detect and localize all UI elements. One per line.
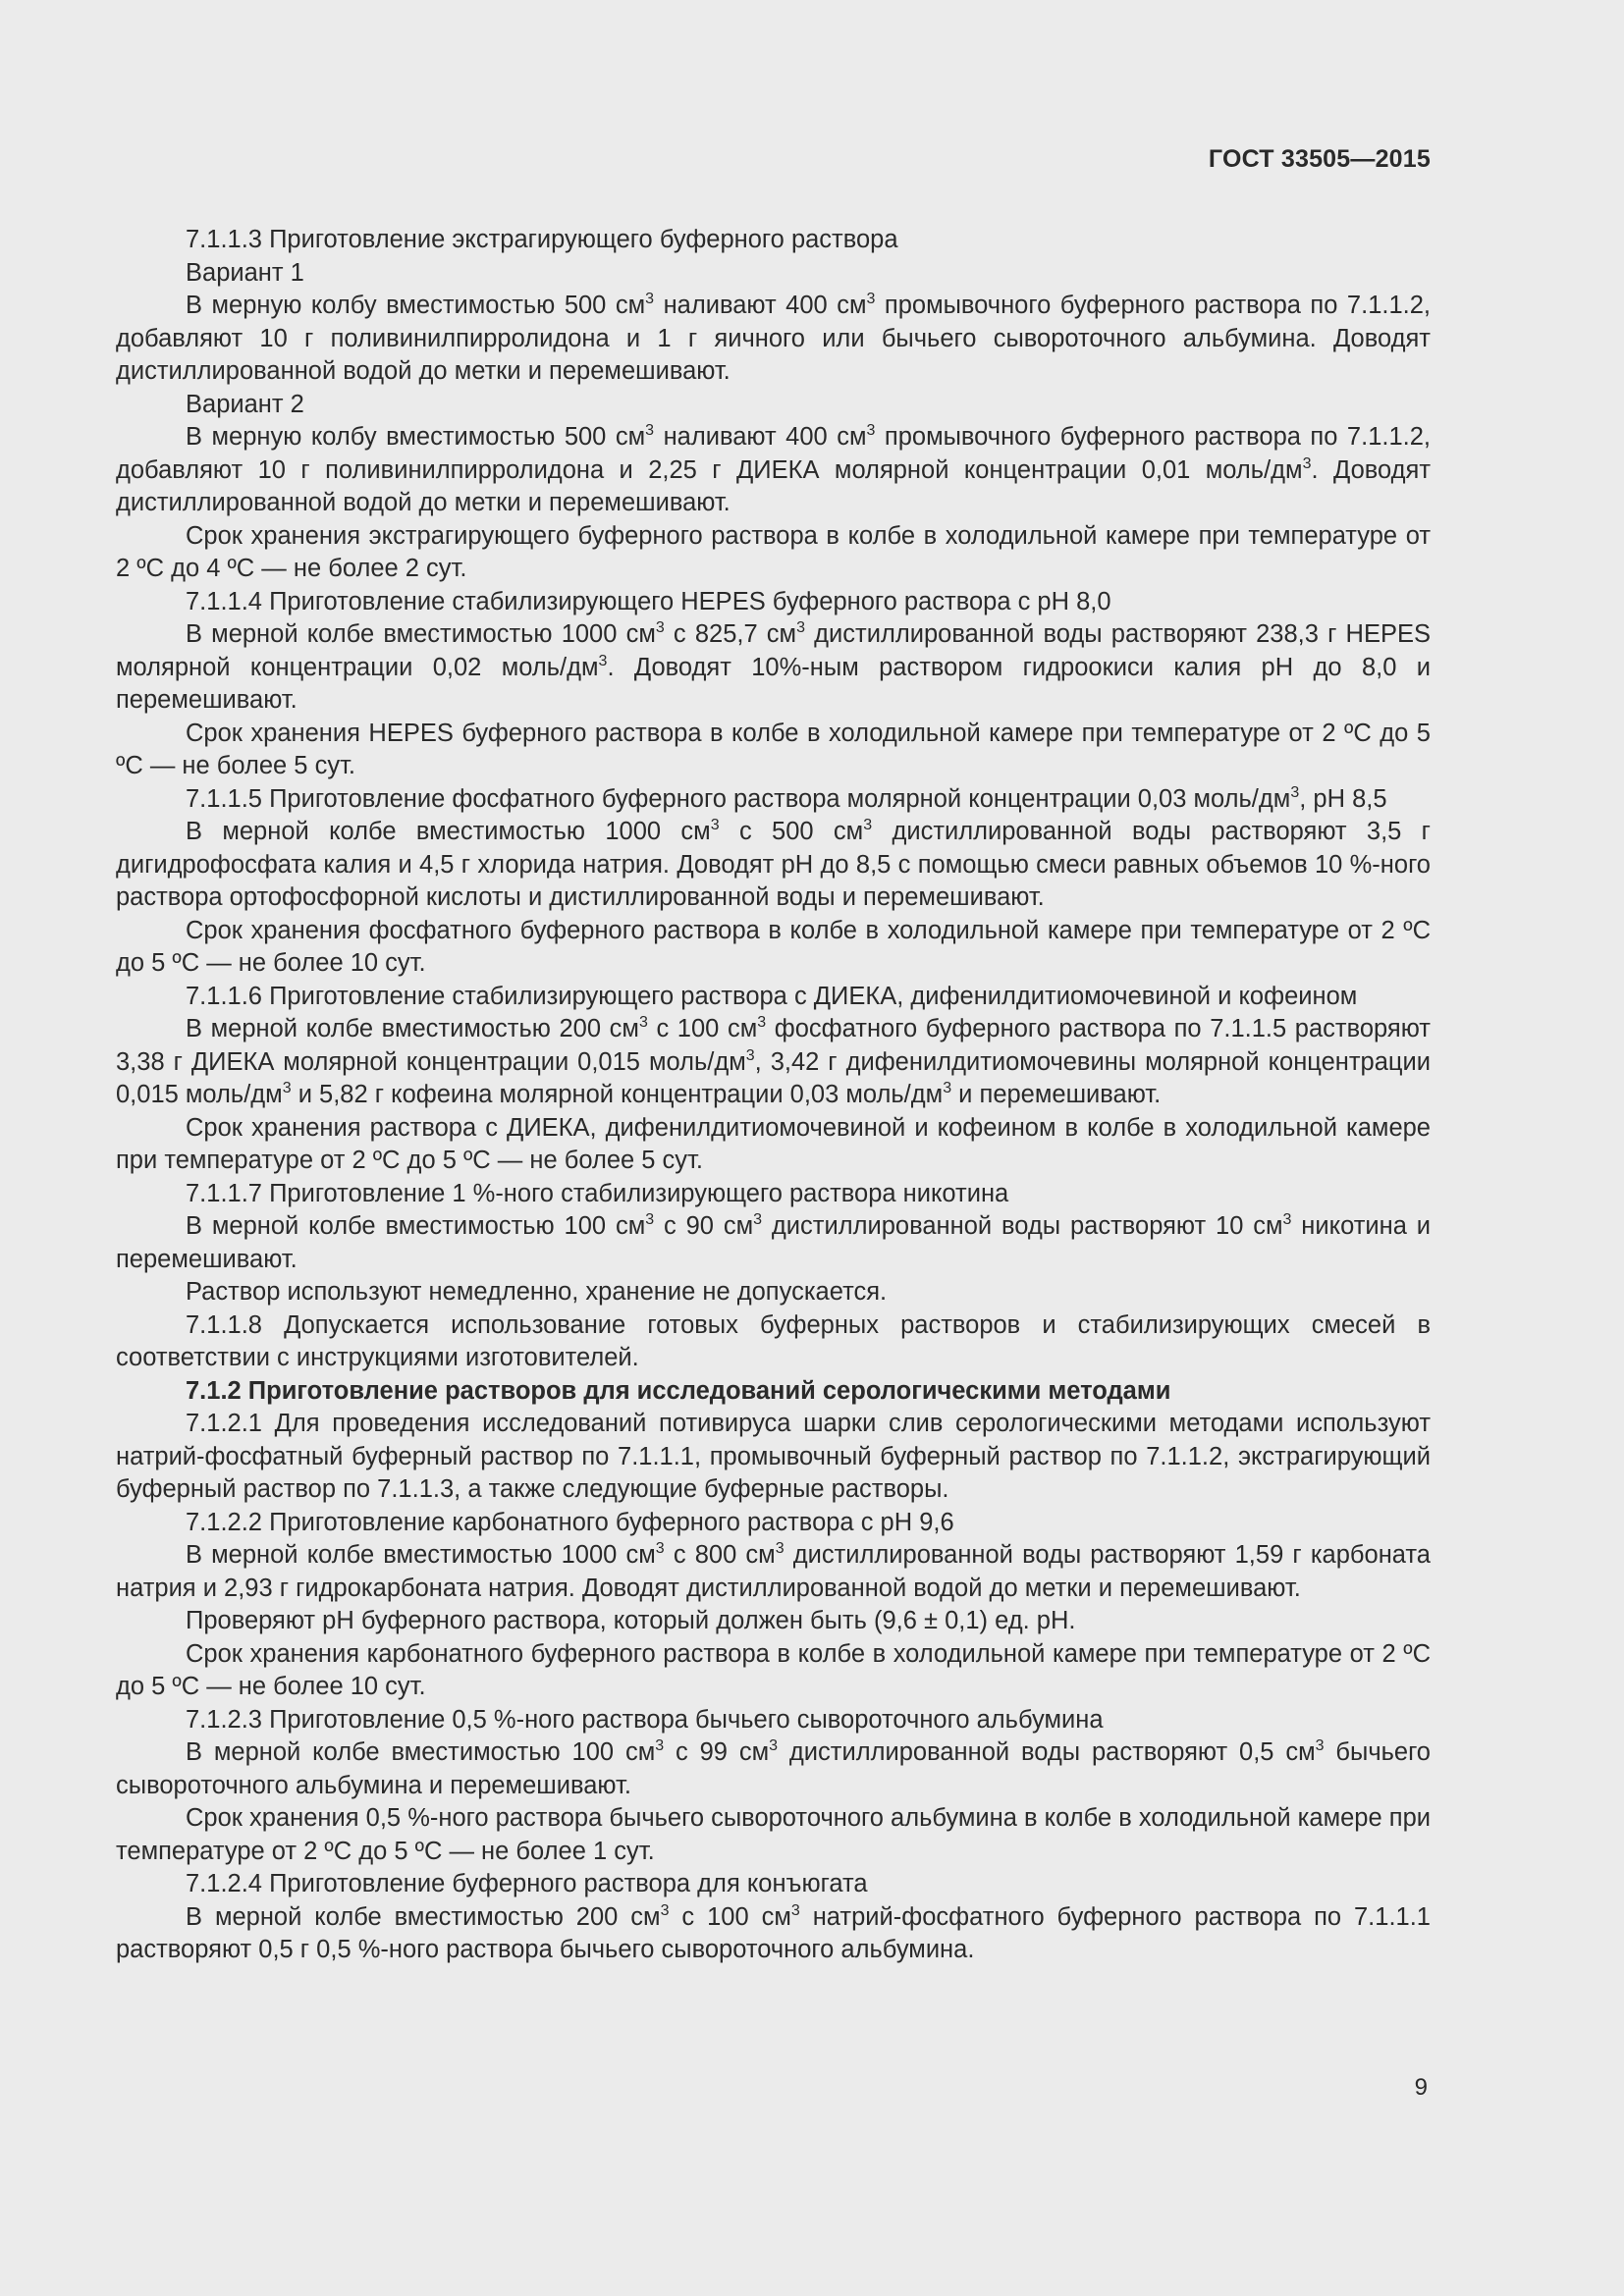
paragraph bbox=[116, 1375, 1431, 1409]
paragraph bbox=[116, 1210, 1431, 1276]
text-run: Проверяют рН буферного раствора, который должен быть (9,6 ± 0,1) ед. рН. bbox=[186, 1607, 1076, 1634]
superscript: 3 bbox=[757, 1014, 767, 1031]
text-run: с 90 см bbox=[654, 1212, 754, 1240]
superscript: 3 bbox=[645, 422, 655, 439]
text-run: Срок хранения 0,5 %-ного раствора бычьего сывороточного альбумина в колбе в холодильной камере при температуре от 2 ºС до 5 ºС — не более 1 сут. bbox=[116, 1804, 1431, 1865]
superscript: 3 bbox=[775, 1540, 785, 1557]
text-run: с 100 см bbox=[669, 1902, 791, 1931]
text-run: дистиллированной воды растворяют 10 см bbox=[762, 1212, 1283, 1240]
paragraph bbox=[116, 290, 1431, 389]
paragraph bbox=[116, 1408, 1431, 1507]
paragraph bbox=[116, 1013, 1431, 1112]
superscript: 3 bbox=[866, 422, 876, 439]
text-run: с 800 см bbox=[664, 1541, 776, 1569]
superscript: 3 bbox=[645, 291, 655, 307]
text-run: с 99 см bbox=[664, 1738, 770, 1766]
superscript: 3 bbox=[655, 619, 665, 636]
paragraph bbox=[116, 586, 1431, 619]
text-run: 7.1.1.6 Приготовление стабилизирующего раствора с ДИЕКА, дифенилдитиомочевиной и кофеином bbox=[186, 982, 1358, 1010]
paragraph bbox=[116, 224, 1431, 257]
paragraph bbox=[116, 1868, 1431, 1901]
paragraph bbox=[116, 257, 1431, 291]
paragraph bbox=[116, 981, 1431, 1014]
superscript: 3 bbox=[1302, 454, 1312, 472]
text-run: с 825,7 см bbox=[664, 620, 797, 648]
text-run: В мерной колбе вместимостью 200 см bbox=[186, 1015, 639, 1042]
paragraph bbox=[116, 783, 1431, 817]
paragraph bbox=[116, 915, 1431, 981]
text-run: бычьего сывороточного альбумина и перемешивают. bbox=[116, 1738, 1431, 1799]
text-run: Срок хранения раствора с ДИЕКА, дифенилдитиомочевиной и кофеином в колбе в холодильной камере при температуре от 2 ºС до 5 ºС — не более 5 сут. bbox=[116, 1113, 1431, 1174]
paragraph bbox=[116, 421, 1431, 520]
text-run: с 100 см bbox=[647, 1015, 758, 1042]
text-run: , рН 8,5 bbox=[1299, 784, 1387, 813]
text-run: 7.1.1.7 Приготовление 1 %-ного стабилизирующего раствора никотина bbox=[186, 1179, 1009, 1207]
superscript: 3 bbox=[790, 1901, 800, 1919]
superscript: 3 bbox=[282, 1080, 292, 1096]
paragraph bbox=[116, 1638, 1431, 1704]
text-run: Срок хранения карбонатного буферного раствора в колбе в холодильной камере при температуре от 2 ºС до 5 ºС — не более 10 сут. bbox=[116, 1639, 1431, 1700]
superscript: 3 bbox=[638, 1014, 648, 1031]
text-run: 7.1.1.5 Приготовление фосфатного буферного раствора молярной концентрации 0,03 моль/дм bbox=[186, 784, 1291, 813]
document-body bbox=[116, 224, 1431, 1967]
superscript: 3 bbox=[796, 619, 805, 636]
text-run: Срок хранения фосфатного буферного раствора в колбе в холодильной камере при температуре от 2 ºС до 5 ºС — не более 10 сут. bbox=[116, 916, 1431, 977]
superscript: 3 bbox=[598, 652, 608, 669]
paragraph bbox=[116, 1901, 1431, 1967]
paragraph bbox=[116, 1309, 1431, 1375]
text-run: дистиллированной воды растворяют 3,5 г дигидрофосфата калия и 4,5 г хлорида натрия. Доводят рН до 8,5 с помощью смеси равных объемов 10 %-ного раствора ортофосфорной кислоты и дистиллированной воды и перемешивают. bbox=[116, 818, 1431, 911]
text-run: Срок хранения HEPES буферного раствора в колбе в холодильной камере при температуре от 2 ºС до 5 ºС — не более 5 сут. bbox=[116, 719, 1431, 779]
page-number: 9 bbox=[1414, 2074, 1428, 2101]
text-run: дистиллированной воды растворяют 1,59 г карбоната натрия и 2,93 г гидрокарбоната натрия. Доводят дистиллированной водой до метки и перемешивают. bbox=[116, 1541, 1431, 1602]
superscript: 3 bbox=[943, 1080, 952, 1096]
text-run: натрий-фосфатного буферного раствора по 7.1.1.1 растворяют 0,5 г 0,5 %-ного раствора бычьего сывороточного альбумина. bbox=[116, 1902, 1431, 1963]
paragraph bbox=[116, 1112, 1431, 1178]
text-run: В мерной колбе вместимостью 1000 см bbox=[186, 620, 656, 648]
text-run: 7.1.1.4 Приготовление стабилизирующего HEPES буферного раствора с рН 8,0 bbox=[186, 587, 1111, 615]
text-run: Вариант 2 bbox=[186, 390, 304, 418]
text-run: промывочного буферного раствора по 7.1.1.2, добавляют 10 г поливинилпирролидона и 1 г яичного или бычьего сывороточного альбумина. Доводят дистиллированной водой до метки и перемешивают. bbox=[116, 292, 1431, 385]
text-run: и перемешивают. bbox=[951, 1081, 1162, 1108]
text-run: 7.1.2.3 Приготовление 0,5 %-ного раствора бычьего сывороточного альбумина bbox=[186, 1705, 1104, 1734]
paragraph bbox=[116, 1178, 1431, 1211]
text-run: наливают 400 см bbox=[654, 292, 867, 319]
text-run: наливают 400 см bbox=[654, 423, 867, 451]
superscript: 3 bbox=[645, 1211, 655, 1228]
paragraph bbox=[116, 1605, 1431, 1638]
superscript: 3 bbox=[863, 817, 873, 833]
text-run: . Доводят 10%-ным раствором гидроокиси калия рН до 8,0 и перемешивают. bbox=[116, 653, 1432, 714]
text-run: В мерной колбе вместимостью 200 см bbox=[186, 1902, 661, 1931]
superscript: 3 bbox=[655, 1540, 665, 1557]
text-run: В мерной колбе вместимостью 100 см bbox=[186, 1738, 656, 1766]
paragraph bbox=[116, 618, 1431, 718]
text-run: 7.1.2.4 Приготовление буферного раствора для конъюгата bbox=[186, 1870, 868, 1897]
superscript: 3 bbox=[1290, 783, 1300, 801]
text-run: 7.1.2.2 Приготовление карбонатного буферного раствора с рН 9,6 bbox=[186, 1508, 954, 1536]
text-run: В мерной колбе вместимостью 100 см bbox=[186, 1212, 646, 1240]
text-run: 7.1.1.8 Допускается использование готовых буферных растворов и стабилизирующих смесей в соответствии с инструкциями изготовителей. bbox=[116, 1310, 1431, 1371]
text-run: 7.1.1.3 Приготовление экстрагирующего буферного раствора bbox=[186, 226, 898, 253]
superscript: 3 bbox=[769, 1737, 779, 1754]
paragraph bbox=[116, 1276, 1431, 1309]
text-run: и 5,82 г кофеина молярной концентрации 0,03 моль/дм bbox=[291, 1081, 944, 1108]
superscript: 3 bbox=[660, 1901, 670, 1919]
text-run: 7.1.2 Приготовление растворов для исследований серологическими методами bbox=[186, 1376, 1171, 1405]
text-run: В мерную колбу вместимостью 500 см bbox=[186, 423, 646, 451]
superscript: 3 bbox=[745, 1046, 755, 1064]
paragraph bbox=[116, 520, 1431, 586]
text-run: В мерной колбе вместимостью 1000 см bbox=[186, 818, 711, 845]
text-run: В мерную колбу вместимостью 500 см bbox=[186, 292, 646, 319]
superscript: 3 bbox=[866, 291, 876, 307]
text-run: В мерной колбе вместимостью 1000 см bbox=[186, 1541, 656, 1569]
superscript: 3 bbox=[753, 1211, 763, 1228]
standard-header: ГОСТ 33505—2015 bbox=[1208, 145, 1431, 173]
superscript: 3 bbox=[710, 817, 720, 833]
superscript: 3 bbox=[655, 1737, 665, 1754]
text-run: Вариант 1 bbox=[186, 258, 304, 287]
paragraph bbox=[116, 1736, 1431, 1802]
text-run: фосфатного буферного раствора по 7.1.1.5 растворяют 3,38 г ДИЕКА молярной концентрации 0,015 моль/дм bbox=[116, 1015, 1431, 1076]
text-run: 7.1.2.1 Для проведения исследований потивируса шарки слив серологическими методами используют натрий-фосфатный буферный раствор по 7.1.1.1, промывочный буферный раствор по 7.1.1.2, экстрагирующий буферный раствор по 7.1.1.3, а также следующие буферные растворы. bbox=[116, 1410, 1431, 1503]
paragraph bbox=[116, 1507, 1431, 1540]
paragraph bbox=[116, 1539, 1431, 1605]
text-run: . Доводят дистиллированной водой до метки и перемешивают. bbox=[116, 455, 1431, 516]
paragraph bbox=[116, 389, 1431, 422]
paragraph bbox=[116, 718, 1431, 783]
text-run: дистиллированной воды растворяют 0,5 см bbox=[778, 1738, 1316, 1766]
text-run: дистиллированной воды растворяют 238,3 г HEPES молярной концентрации 0,02 моль/дм bbox=[116, 620, 1431, 681]
paragraph bbox=[116, 816, 1431, 915]
superscript: 3 bbox=[1315, 1737, 1325, 1754]
text-run: , 3,42 г дифенилдитиомочевины молярной концентрации 0,015 моль/дм bbox=[116, 1047, 1431, 1108]
text-run: с 500 см bbox=[719, 818, 864, 845]
text-run: никотина и перемешивают. bbox=[116, 1212, 1431, 1273]
text-run: Раствор используют немедленно, хранение не допускается. bbox=[186, 1278, 888, 1306]
paragraph bbox=[116, 1704, 1431, 1737]
text-run: промывочного буферного раствора по 7.1.1.2, добавляют 10 г поливинилпирролидона и 2,25 г ДИЕКА молярной концентрации 0,01 моль/дм bbox=[116, 423, 1431, 484]
superscript: 3 bbox=[1282, 1211, 1292, 1228]
text-run: Срок хранения экстрагирующего буферного раствора в колбе в холодильной камере при температуре от 2 ºС до 4 ºС — не более 2 сут. bbox=[116, 521, 1431, 582]
paragraph bbox=[116, 1802, 1431, 1868]
